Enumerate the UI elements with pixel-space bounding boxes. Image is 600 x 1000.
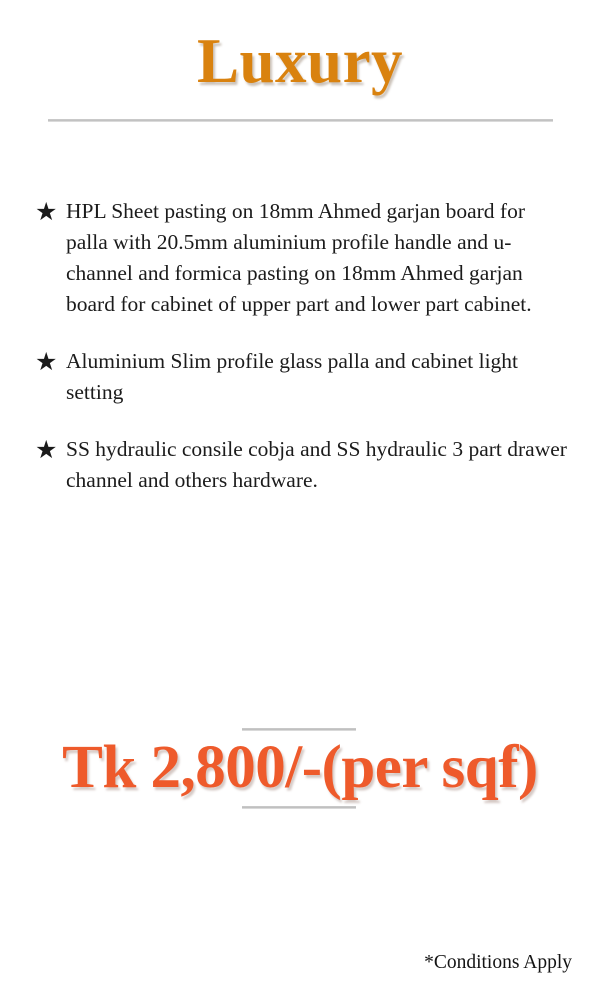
feature-text: Aluminium Slim profile glass palla and cabinet light setting	[66, 349, 519, 404]
feature-list	[0, 196, 600, 496]
list-item	[0, 346, 600, 408]
list-item	[0, 434, 600, 496]
price-block	[0, 720, 600, 820]
flyer-footer	[0, 950, 600, 976]
flyer-header	[0, 0, 600, 130]
page-title: Luxury	[196, 26, 404, 96]
price-rule-bottom	[242, 806, 356, 809]
feature-text: SS hydraulic consile cobja and SS hydraulic 3 part drawer channel and others hardware.	[66, 437, 567, 492]
price-rule-top	[242, 728, 356, 731]
price-value: Tk 2,800/-(per sqf)	[62, 734, 538, 801]
feature-text: HPL Sheet pasting on 18mm Ahmed garjan board for palla with 20.5mm aluminium profile handle and u-channel and formica pasting on 18mm Ahmed garjan board for cabinet of upper part and lower part cabinet.	[66, 199, 532, 316]
list-item	[0, 196, 600, 320]
star-icon: ★	[35, 197, 58, 226]
star-icon: ★	[35, 347, 58, 376]
conditions-note: *Conditions Apply	[424, 952, 572, 973]
header-divider	[48, 119, 553, 122]
star-icon: ★	[35, 435, 58, 464]
